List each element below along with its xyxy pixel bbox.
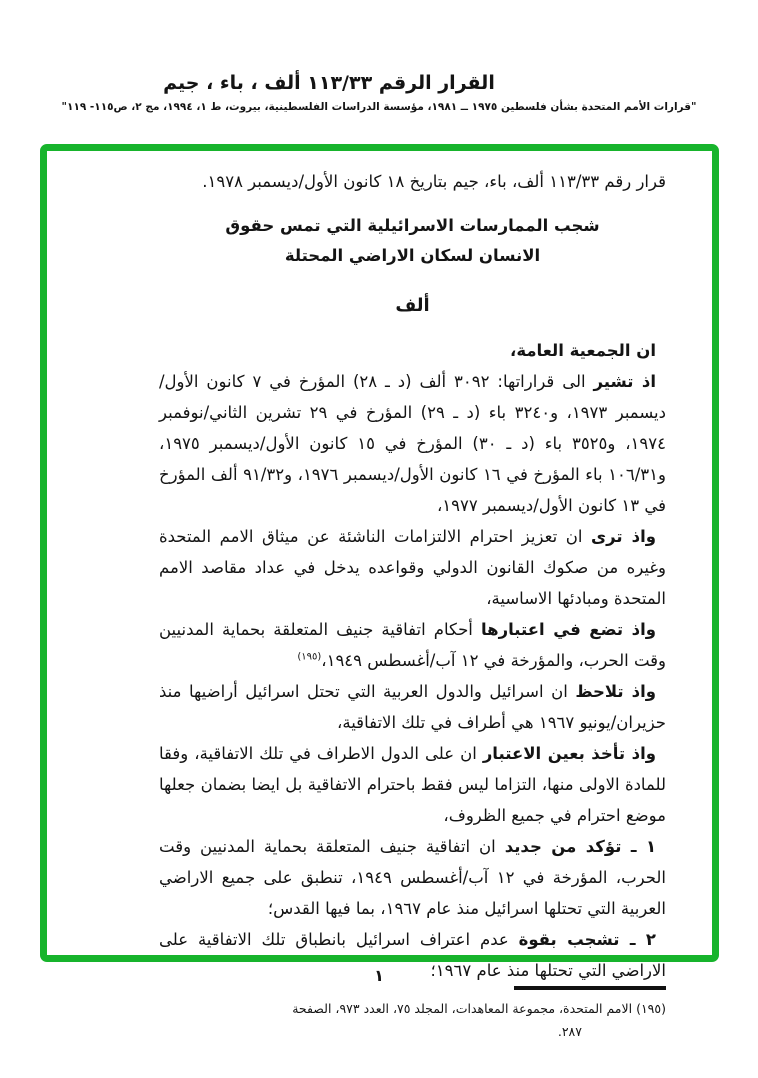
citation-line: "قرارات الأمم المتحدة بشأن فلسطين ١٩٧٥ ــ ١٩٨١، مؤسسة الدراسات الفلسطينية، بيروت، ط ١، ١٩٩٤، مج ٢، ص١١٥- ١١٩" — [61, 101, 697, 113]
operative-paragraph-1 — [159, 831, 666, 924]
paragraph-text: ان اسرائيل والدول العربية التي تحتل اسرائيل أراضيها منذ حزيران/يونيو ١٩٦٧ هي أطراف في تلك الاتفاقية، — [159, 682, 666, 732]
page-header — [0, 72, 758, 113]
preamble-paragraph-considers — [159, 521, 666, 614]
subject-heading-line1: شجب الممارسات الاسرائيلية التي تمس حقوق — [225, 216, 600, 235]
paragraph-lead: واذ تضع في اعتبارها — [480, 620, 656, 639]
resolution-body — [47, 151, 712, 1039]
paragraph-text: ان على الدول الاطراف في تلك الاتفاقية، وفقا للمادة الاولى منها، التزاما ليس فقط باحترام الاتفاقية بل ايضا بضمان جعلها موضع احترام في جميع الظروف، — [159, 744, 666, 825]
footnote-text: (١٩٥) الامم المتحدة، مجموعة المعاهدات، المجلد ٧٥، العدد ٩٧٣، الصفحة — [292, 1001, 666, 1016]
section-heading-alef: ألف — [395, 295, 430, 316]
preamble-paragraph-noting — [159, 676, 666, 738]
preamble-paragraph-recalls — [159, 366, 666, 521]
paragraph-lead: ٢ ـ تشجب بقوة — [518, 930, 656, 949]
paragraph-lead: واذ تلاحظ — [575, 682, 656, 701]
preamble-opening: ان الجمعية العامة، — [510, 341, 656, 360]
paragraph-text: الى قراراتها: ٣٠٩٢ ألف (د ـ ٢٨) المؤرخ في ٧ كانون الأول/ديسمبر ١٩٧٣، و٣٢٤٠ باء (د ـ ٢٩) المؤرخ في ٢٩ تشرين الثاني/نوفمبر ١٩٧٤، و٣٥٢٥ باء (د ـ ٣٠) المؤرخ في ١٥ كانون الأول/ديسمبر ١٩٧٥، و١٠٦/٣١ باء المؤرخ في ١٦ كانون الأول/ديسمبر ١٩٧٦، و٩١/٣٢ ألف المؤرخ في ١٣ كانون الأول/ديسمبر ١٩٧٧، — [159, 372, 666, 515]
paragraph-text: ان تعزيز احترام الالتزامات الناشئة عن ميثاق الامم المتحدة وغيره من صكوك القانون الدولي وقواعده يدخل في عداد مقاصد الامم المتحدة ومبادئها الاساسية، — [159, 527, 666, 608]
paragraph-lead: واذ تأخذ بعين الاعتبار — [482, 744, 656, 763]
paragraph-text: ان اتفاقية جنيف المتعلقة بحماية المدنيين وقت الحرب، المؤرخة في ١٢ آب/أغسطس ١٩٤٩، تنطبق على جميع الاراضي العربية التي تحتلها اسرائيل منذ عام ١٩٦٧، بما فيها القدس؛ — [159, 837, 666, 918]
subject-heading — [159, 211, 666, 271]
resolution-frame — [40, 144, 719, 1039]
footnote-page-ref: ٢٨٧. — [557, 1024, 582, 1039]
paragraph-text: عدم اعتراف اسرائيل بانطباق تلك الاتفاقية على الاراضي التي تحتلها منذ عام ١٩٦٧؛ — [159, 930, 666, 980]
resolution-intro-line: قرار رقم ١١٣/٣٣ ألف، باء، جيم بتاريخ ١٨ كانون الأول/ديسمبر ١٩٧٨. — [202, 172, 666, 191]
page-number: ١ — [374, 966, 384, 985]
preamble-paragraph-bearing-in-mind — [159, 614, 666, 676]
preamble-paragraph-taking-into-account — [159, 738, 666, 831]
footnote-reference: (١٩٥) — [297, 651, 322, 663]
resolution-title: القرار الرقم ١١٣/٣٣ ألف ، باء ، جيم — [163, 72, 495, 94]
paragraph-lead: اذ تشير — [593, 372, 656, 391]
paragraph-lead: ١ ـ تؤكد من جديد — [504, 837, 657, 856]
footnote-separator — [514, 986, 666, 990]
subject-heading-line2: الانسان لسكان الاراضي المحتلة — [284, 246, 541, 265]
paragraph-text: أحكام اتفاقية جنيف المتعلقة بحماية المدنيين وقت الحرب، والمؤرخة في ١٢ آب/أغسطس ١٩٤٩، — [159, 620, 666, 670]
footnote-block — [242, 986, 666, 1043]
paragraph-lead: واذ ترى — [590, 527, 656, 546]
